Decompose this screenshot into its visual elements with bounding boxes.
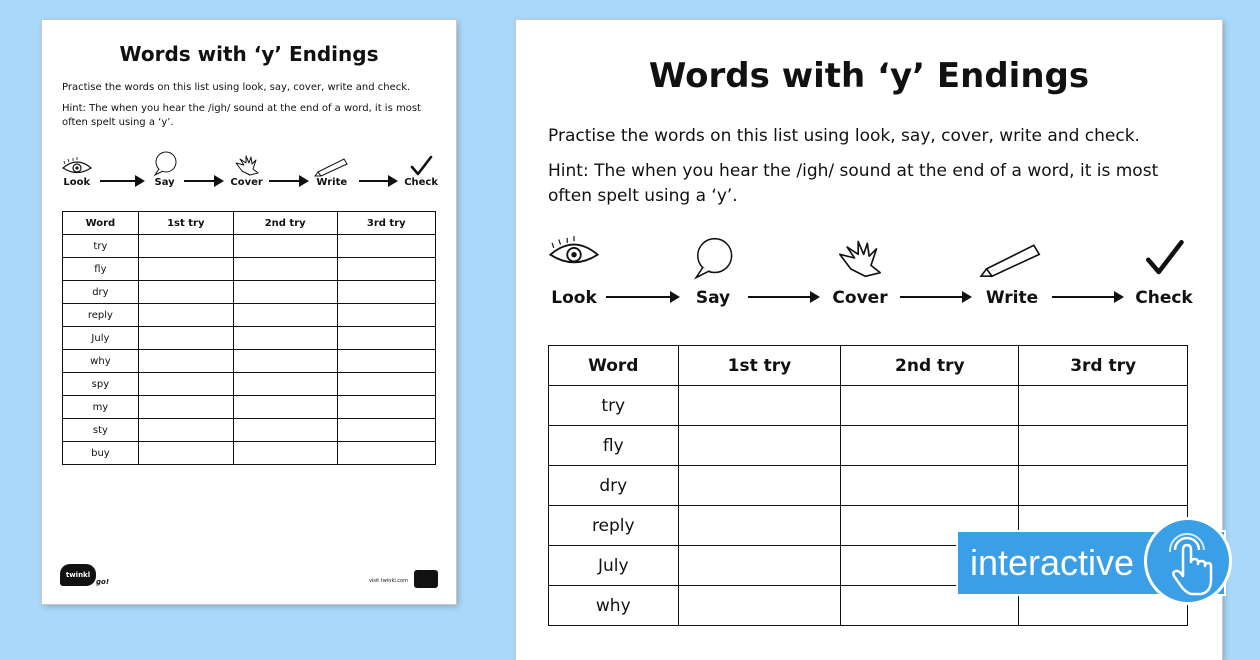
try-cell[interactable] [1019,426,1188,466]
worksheet-title: Words with ‘y’ Endings [648,56,1090,96]
try-cell[interactable] [337,396,435,419]
worksheet-instruction: Practise the words on this list using look, say, cover, write and check. [62,82,411,93]
twinkl-go-text: go! [96,578,110,586]
try-cell[interactable] [138,419,233,442]
try-cell[interactable] [233,327,337,350]
flow-arrow [900,290,972,304]
try-cell[interactable] [337,258,435,281]
table-row [549,426,1188,466]
worksheet-hint: Hint: The when you hear the /igh/ sound at the end of a word, it is most often spelt using a ‘y’. [548,161,1159,206]
worksheet-title: Words with ‘y’ Endings [119,42,379,66]
try-cell[interactable] [138,350,233,373]
word-cell: try [63,235,139,258]
try-cell[interactable] [233,419,337,442]
step-cover [230,153,264,188]
column-header: 2nd try [233,212,337,235]
word-cell: fly [549,426,679,466]
try-cell[interactable] [1019,386,1188,426]
eye-icon [61,157,93,177]
word-cell: try [549,386,679,426]
step-say [151,151,179,188]
column-header: 1st try [138,212,233,235]
worksheet-instruction: Practise the words on this list using look, say, cover, write and check. [548,126,1140,146]
step-label: Say [154,177,175,188]
word-cell: fly [63,258,139,281]
try-cell[interactable] [138,258,233,281]
column-header: Word [63,212,139,235]
try-cell[interactable] [233,442,337,465]
pencil-icon [314,155,350,177]
try-cell[interactable] [841,426,1019,466]
step-write [982,238,1042,308]
step-look [546,236,602,308]
try-cell[interactable] [337,350,435,373]
step-say [690,236,736,308]
table-row [63,304,436,327]
try-cell[interactable] [1019,466,1188,506]
try-cell[interactable] [138,327,233,350]
worksheet-hint: Hint: The when you hear the /igh/ sound at the end of a word, it is most often spelt using a ‘y’. [62,103,421,128]
speech-bubble-icon [152,151,178,177]
try-cell[interactable] [233,304,337,327]
column-header: 2nd try [841,346,1019,386]
flow-arrow [269,175,308,187]
table-row [63,258,436,281]
speech-bubble-icon [691,236,735,282]
try-cell[interactable] [337,235,435,258]
try-cell[interactable] [678,546,841,586]
step-label: Cover [230,177,263,188]
step-check [404,155,438,188]
table-row [63,281,436,304]
word-cell: dry [549,466,679,506]
table-header-row [63,212,436,235]
try-cell[interactable] [138,281,233,304]
word-cell: buy [63,442,139,465]
look-say-cover-flow [60,146,438,188]
word-cell: why [63,350,139,373]
step-check [1136,238,1192,308]
footer-site-text: visit twinkl.com [368,578,408,584]
word-cell: sty [63,419,139,442]
step-look [60,157,94,188]
column-header: 1st try [678,346,841,386]
try-cell[interactable] [841,386,1019,426]
flow-arrow [100,175,145,187]
try-cell[interactable] [138,442,233,465]
word-cell: dry [63,281,139,304]
try-cell[interactable] [678,426,841,466]
step-cover [830,236,890,308]
try-cell[interactable] [337,327,435,350]
try-cell[interactable] [678,506,841,546]
table-row [63,373,436,396]
step-label: Cover [832,288,888,308]
tick-icon [409,155,433,177]
step-label: Look [551,288,597,308]
table-row [549,386,1188,426]
word-cell: July [63,327,139,350]
column-header: 3rd try [1019,346,1188,386]
try-cell[interactable] [678,386,841,426]
try-cell[interactable] [233,281,337,304]
try-cell[interactable] [841,466,1019,506]
hand-icon [832,236,888,280]
try-cell[interactable] [233,350,337,373]
flow-arrow [1052,290,1124,304]
try-cell[interactable] [337,373,435,396]
worksheet-preview-small [42,20,456,604]
try-cell[interactable] [337,419,435,442]
touch-hand-circle[interactable] [1144,517,1232,605]
step-label: Write [985,288,1039,308]
flow-arrow [606,290,680,304]
hand-icon [232,153,262,177]
try-cell[interactable] [138,304,233,327]
try-cell[interactable] [233,258,337,281]
table-row [63,350,436,373]
column-header: 3rd try [337,212,435,235]
step-label: Look [63,177,91,188]
try-cell[interactable] [337,304,435,327]
try-cell[interactable] [138,235,233,258]
word-cell: reply [549,506,679,546]
pencil-icon [977,238,1047,278]
try-cell[interactable] [233,373,337,396]
table-row [63,235,436,258]
column-header: Word [549,346,679,386]
touch-hand-icon [1147,520,1229,602]
footer-badge-icon [414,570,438,588]
table-row [63,442,436,465]
try-cell[interactable] [337,281,435,304]
flow-arrow [748,290,820,304]
flow-arrow [184,175,223,187]
look-say-cover-flow [546,232,1196,308]
step-label: Check [404,177,439,188]
table-row [63,419,436,442]
step-write [315,155,349,188]
step-label: Check [1135,288,1193,308]
eye-icon [547,236,601,270]
try-cell[interactable] [233,396,337,419]
table-row [63,396,436,419]
step-label: Say [695,288,731,308]
try-cell[interactable] [138,396,233,419]
word-cell: my [63,396,139,419]
word-cell: spy [63,373,139,396]
tick-icon [1143,238,1185,278]
word-cell: why [549,586,679,626]
step-label: Write [316,177,348,188]
twinkl-logo: twinkl [60,564,96,586]
try-cell[interactable] [678,466,841,506]
try-cell[interactable] [678,586,841,626]
flow-arrow [359,175,398,187]
spelling-table [62,211,436,465]
table-row [549,466,1188,506]
try-cell[interactable] [138,373,233,396]
interactive-label: interactive [970,542,1135,583]
word-cell: July [549,546,679,586]
table-row [63,327,436,350]
table-header-row [549,346,1188,386]
try-cell[interactable] [337,442,435,465]
word-cell: reply [63,304,139,327]
try-cell[interactable] [233,235,337,258]
